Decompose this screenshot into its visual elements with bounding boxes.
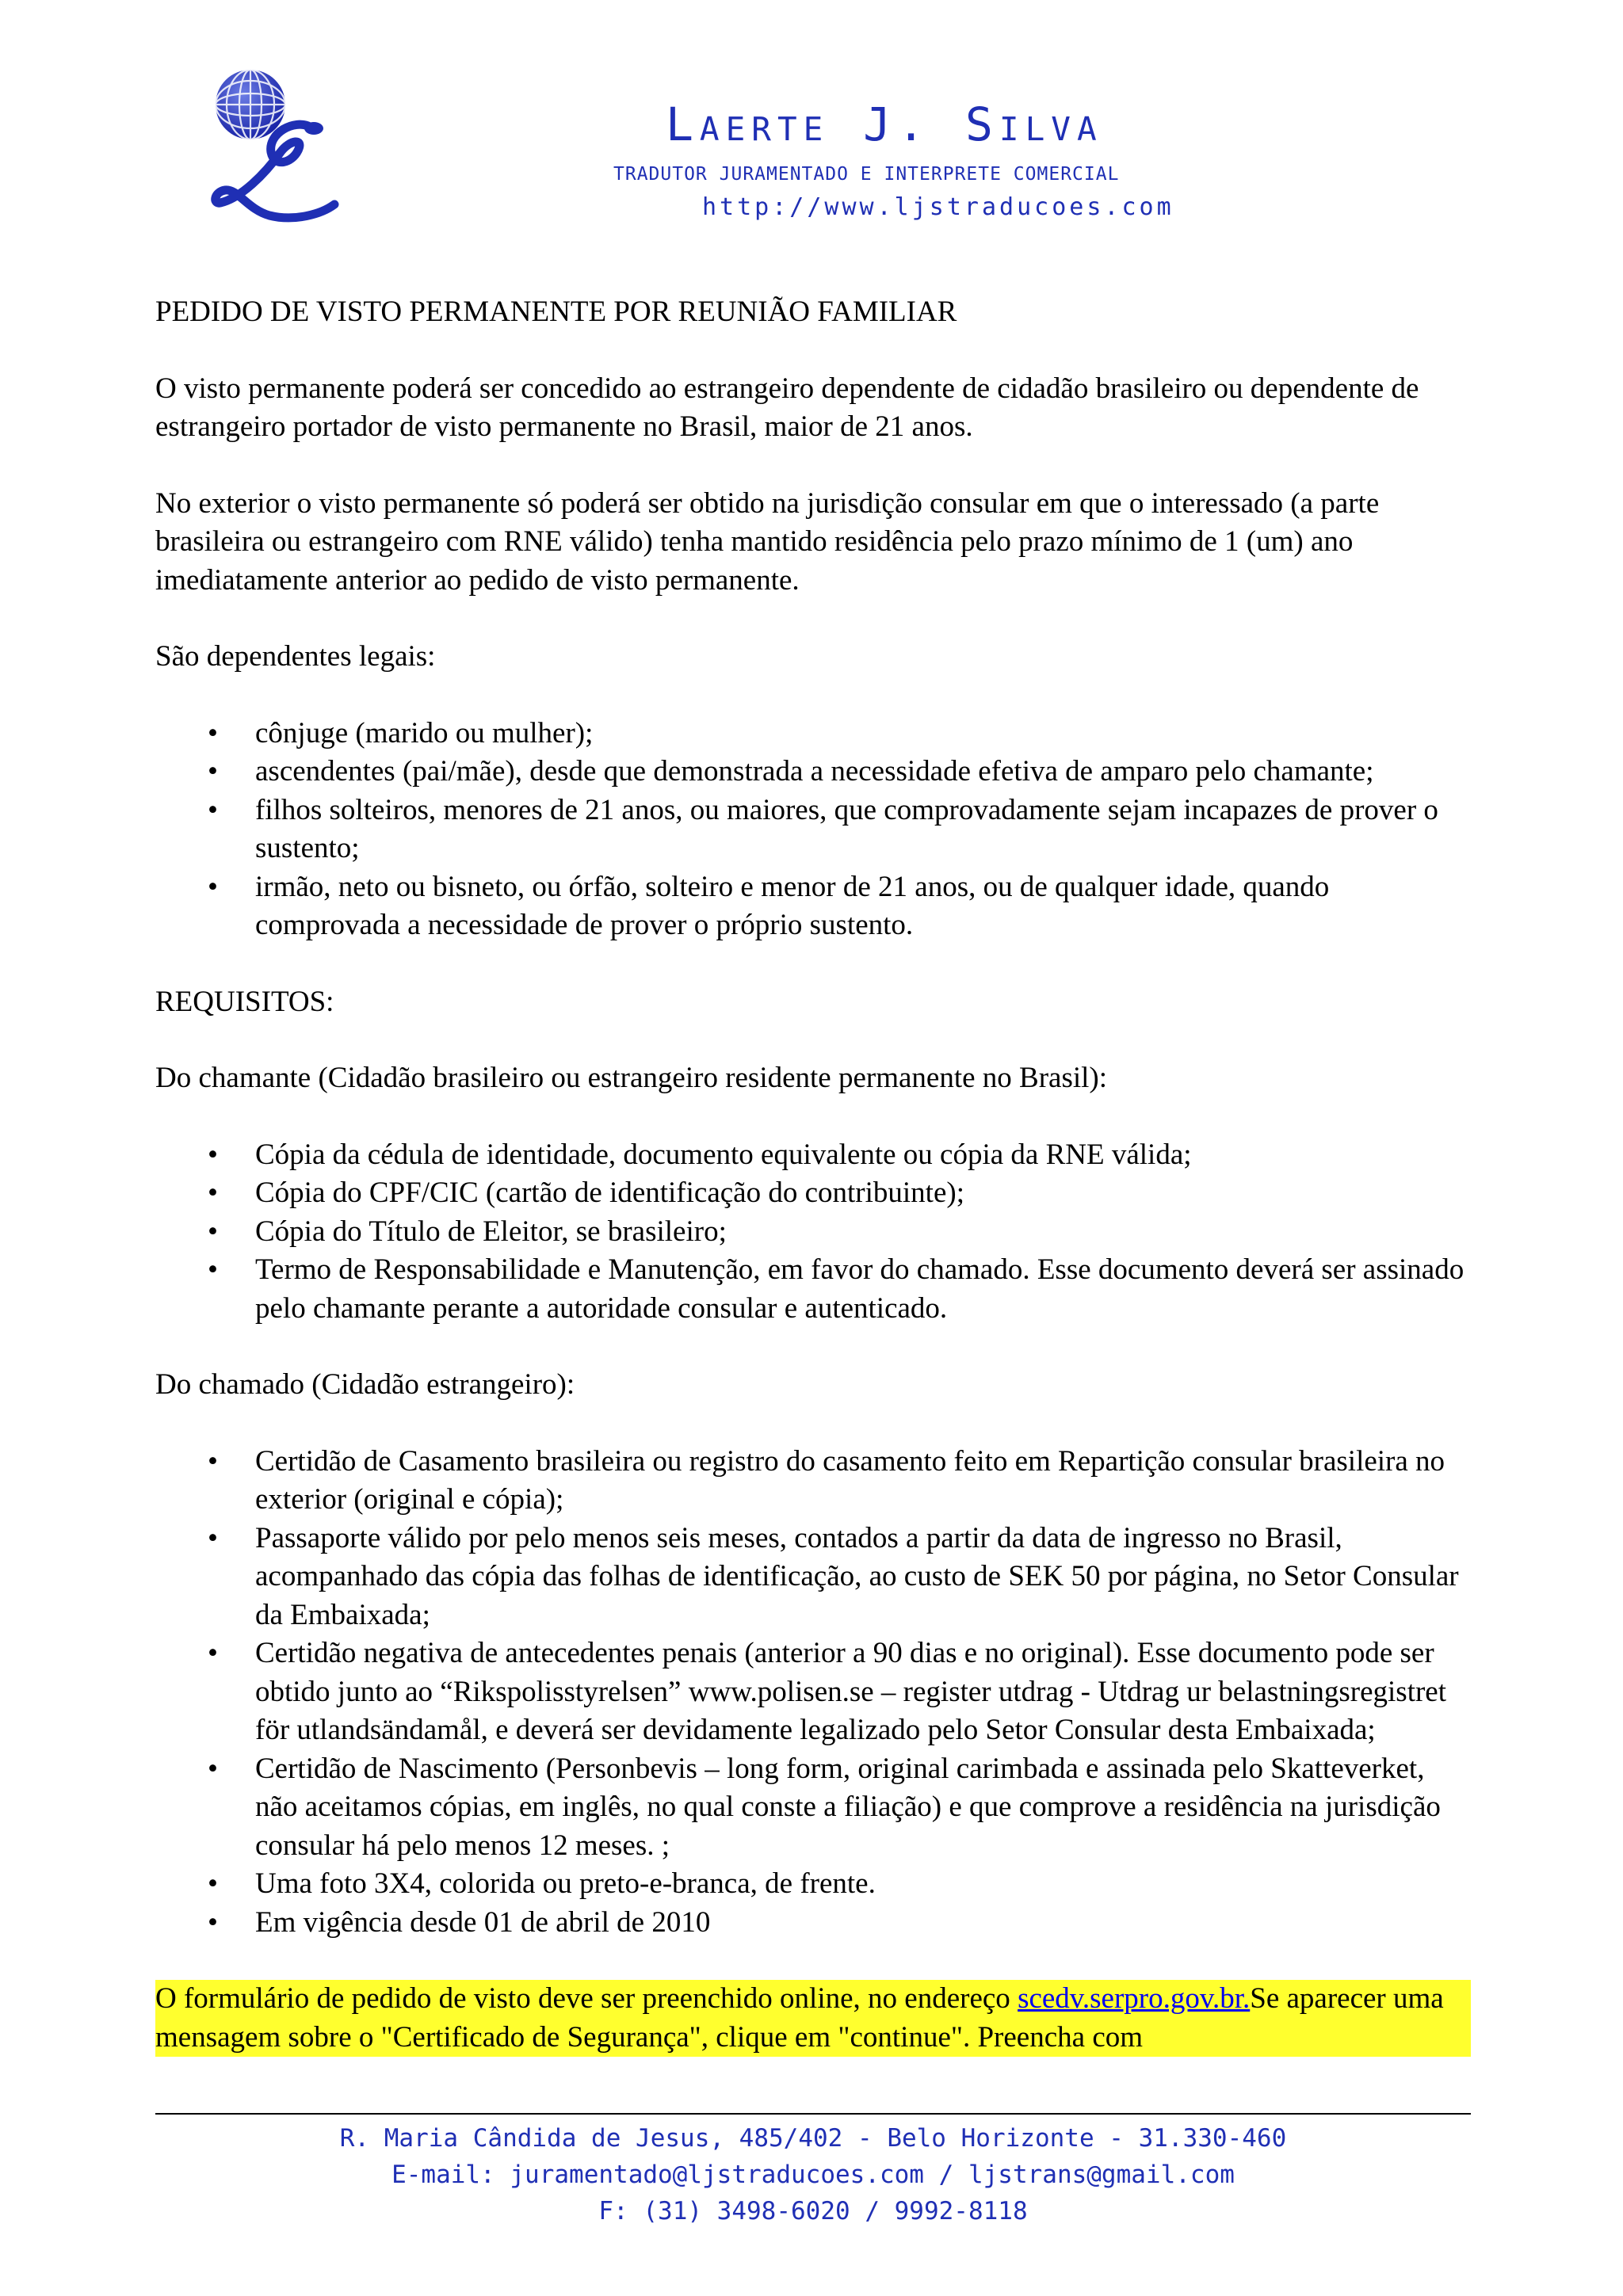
- list-item: • filhos solteiros, menores de 21 anos, ou maiores, que comprovadamente sejam incapazes de prover o sustento;: [155, 791, 1471, 868]
- list-item: • Certidão de Casamento brasileira ou registro do casamento feito em Repartição consular brasileira no exterior (original e cópia);: [155, 1443, 1471, 1520]
- list-item: • ascendentes (pai/mãe), desde que demonstrada a necessidade efetiva de amparo pelo chamante;: [155, 753, 1471, 791]
- dependents-list: [155, 715, 1471, 945]
- list-item: • cônjuge (marido ou mulher);: [155, 715, 1471, 753]
- letterhead-subtitle: TRADUTOR JURAMENTADO E INTERPRETE COMERCIAL: [613, 164, 1120, 185]
- footer-phone: F: (31) 3498-6020 / 9992-8118: [598, 2197, 1028, 2225]
- called-requirements-list: [155, 1443, 1471, 1943]
- exterior-paragraph: No exterior o visto permanente só poderá ser obtido na jurisdição consular em que o interessado (a parte brasileira ou estrangeiro com RNE válido) tenha mantido residência pelo prazo mínimo de 1 (um) ano imediatamente anterior ao pedido de visto permanente.: [155, 486, 1380, 597]
- intro-paragraph: O visto permanente poderá ser concedido ao estrangeiro dependente de cidadão brasileiro ou dependente de estrangeiro portador de visto permanente no Brasil, maior de 21 anos.: [155, 372, 1419, 443]
- footer-divider: [155, 2113, 1471, 2115]
- caller-heading: Do chamante (Cidadão brasileiro ou estrangeiro residente permanente no Brasil):: [155, 1062, 1108, 1094]
- list-item: • Em vigência desde 01 de abril de 2010: [155, 1904, 1471, 1943]
- footer-email[interactable]: E-mail: juramentado@ljstraducoes.com / ljstrans@gmail.com: [391, 2161, 1235, 2189]
- list-item: • Passaporte válido por pelo menos seis meses, contados a partir da data de ingresso no Brasil, acompanhado das cópia das folhas de identificação, ao custo de SEK 50 por página, no Setor Consular da Embaixada;: [155, 1520, 1471, 1635]
- document-title: PEDIDO DE VISTO PERMANENTE POR REUNIÃO FAMILIAR: [155, 296, 957, 328]
- list-item: • Cópia do Título de Eleitor, se brasileiro;: [155, 1213, 1471, 1252]
- list-item: • Cópia da cédula de identidade, documento equivalente ou cópia da RNE válida;: [155, 1136, 1471, 1175]
- scedv-link[interactable]: scedv.serpro.gov.br.: [1018, 1982, 1251, 2015]
- list-item: • Termo de Responsabilidade e Manutenção, em favor do chamado. Esse documento deverá ser assinado pelo chamante perante a autoridade consular e autenticado.: [155, 1251, 1471, 1328]
- list-item: • Certidão negativa de antecedentes penais (anterior a 90 dias e no original). Esse documento pode ser obtido junto ao “Rikspolisstyrelsen” www.polisen.se – register utdrag - Utdrag ur belastningsregistret för utlandsändamål, e deverá ser devidamente legalizado pelo Setor Consular desta Embaixada;: [155, 1634, 1471, 1750]
- globe-letter-l-logo-icon: [203, 63, 346, 246]
- footer-address: R. Maria Cândida de Jesus, 485/402 - Belo Horizonte - 31.330-460: [339, 2124, 1287, 2153]
- caller-requirements-list: [155, 1136, 1471, 1329]
- online-form-notice: [155, 1980, 1471, 2057]
- list-item: • Cópia do CPF/CIC (cartão de identificação do contribuinte);: [155, 1174, 1471, 1213]
- letterhead-name: Laerte J. Silva: [666, 97, 1103, 151]
- list-item: • Uma foto 3X4, colorida ou preto-e-branca, de frente.: [155, 1865, 1471, 1904]
- dependents-heading: São dependentes legais:: [155, 640, 436, 673]
- footer: [155, 2120, 1471, 2229]
- list-item: • Certidão de Nascimento (Personbevis – long form, original carimbada e assinada pelo Skatteverket, não aceitamos cópias, em inglês, no qual conste a filiação) e que comprove a residência na jurisdição consular há pelo menos 12 meses. ;: [155, 1750, 1471, 1866]
- called-heading: Do chamado (Cidadão estrangeiro):: [155, 1368, 575, 1401]
- notice-text-before: O formulário de pedido de visto deve ser preenchido online, no endereço: [155, 1982, 1018, 2015]
- letterhead-url[interactable]: http://www.ljstraducoes.com: [702, 193, 1174, 221]
- document-body: [155, 293, 1471, 2095]
- requirements-heading: REQUISITOS:: [155, 985, 334, 1018]
- list-item: • irmão, neto ou bisneto, ou órfão, solteiro e menor de 21 anos, ou de qualquer idade, quando comprovada a necessidade de prover o próprio sustento.: [155, 868, 1471, 945]
- notice-text-after: Se aparecer uma mensagem sobre o "Certificado de Segurança", clique em "continue". Preencha com: [155, 1982, 1444, 2054]
